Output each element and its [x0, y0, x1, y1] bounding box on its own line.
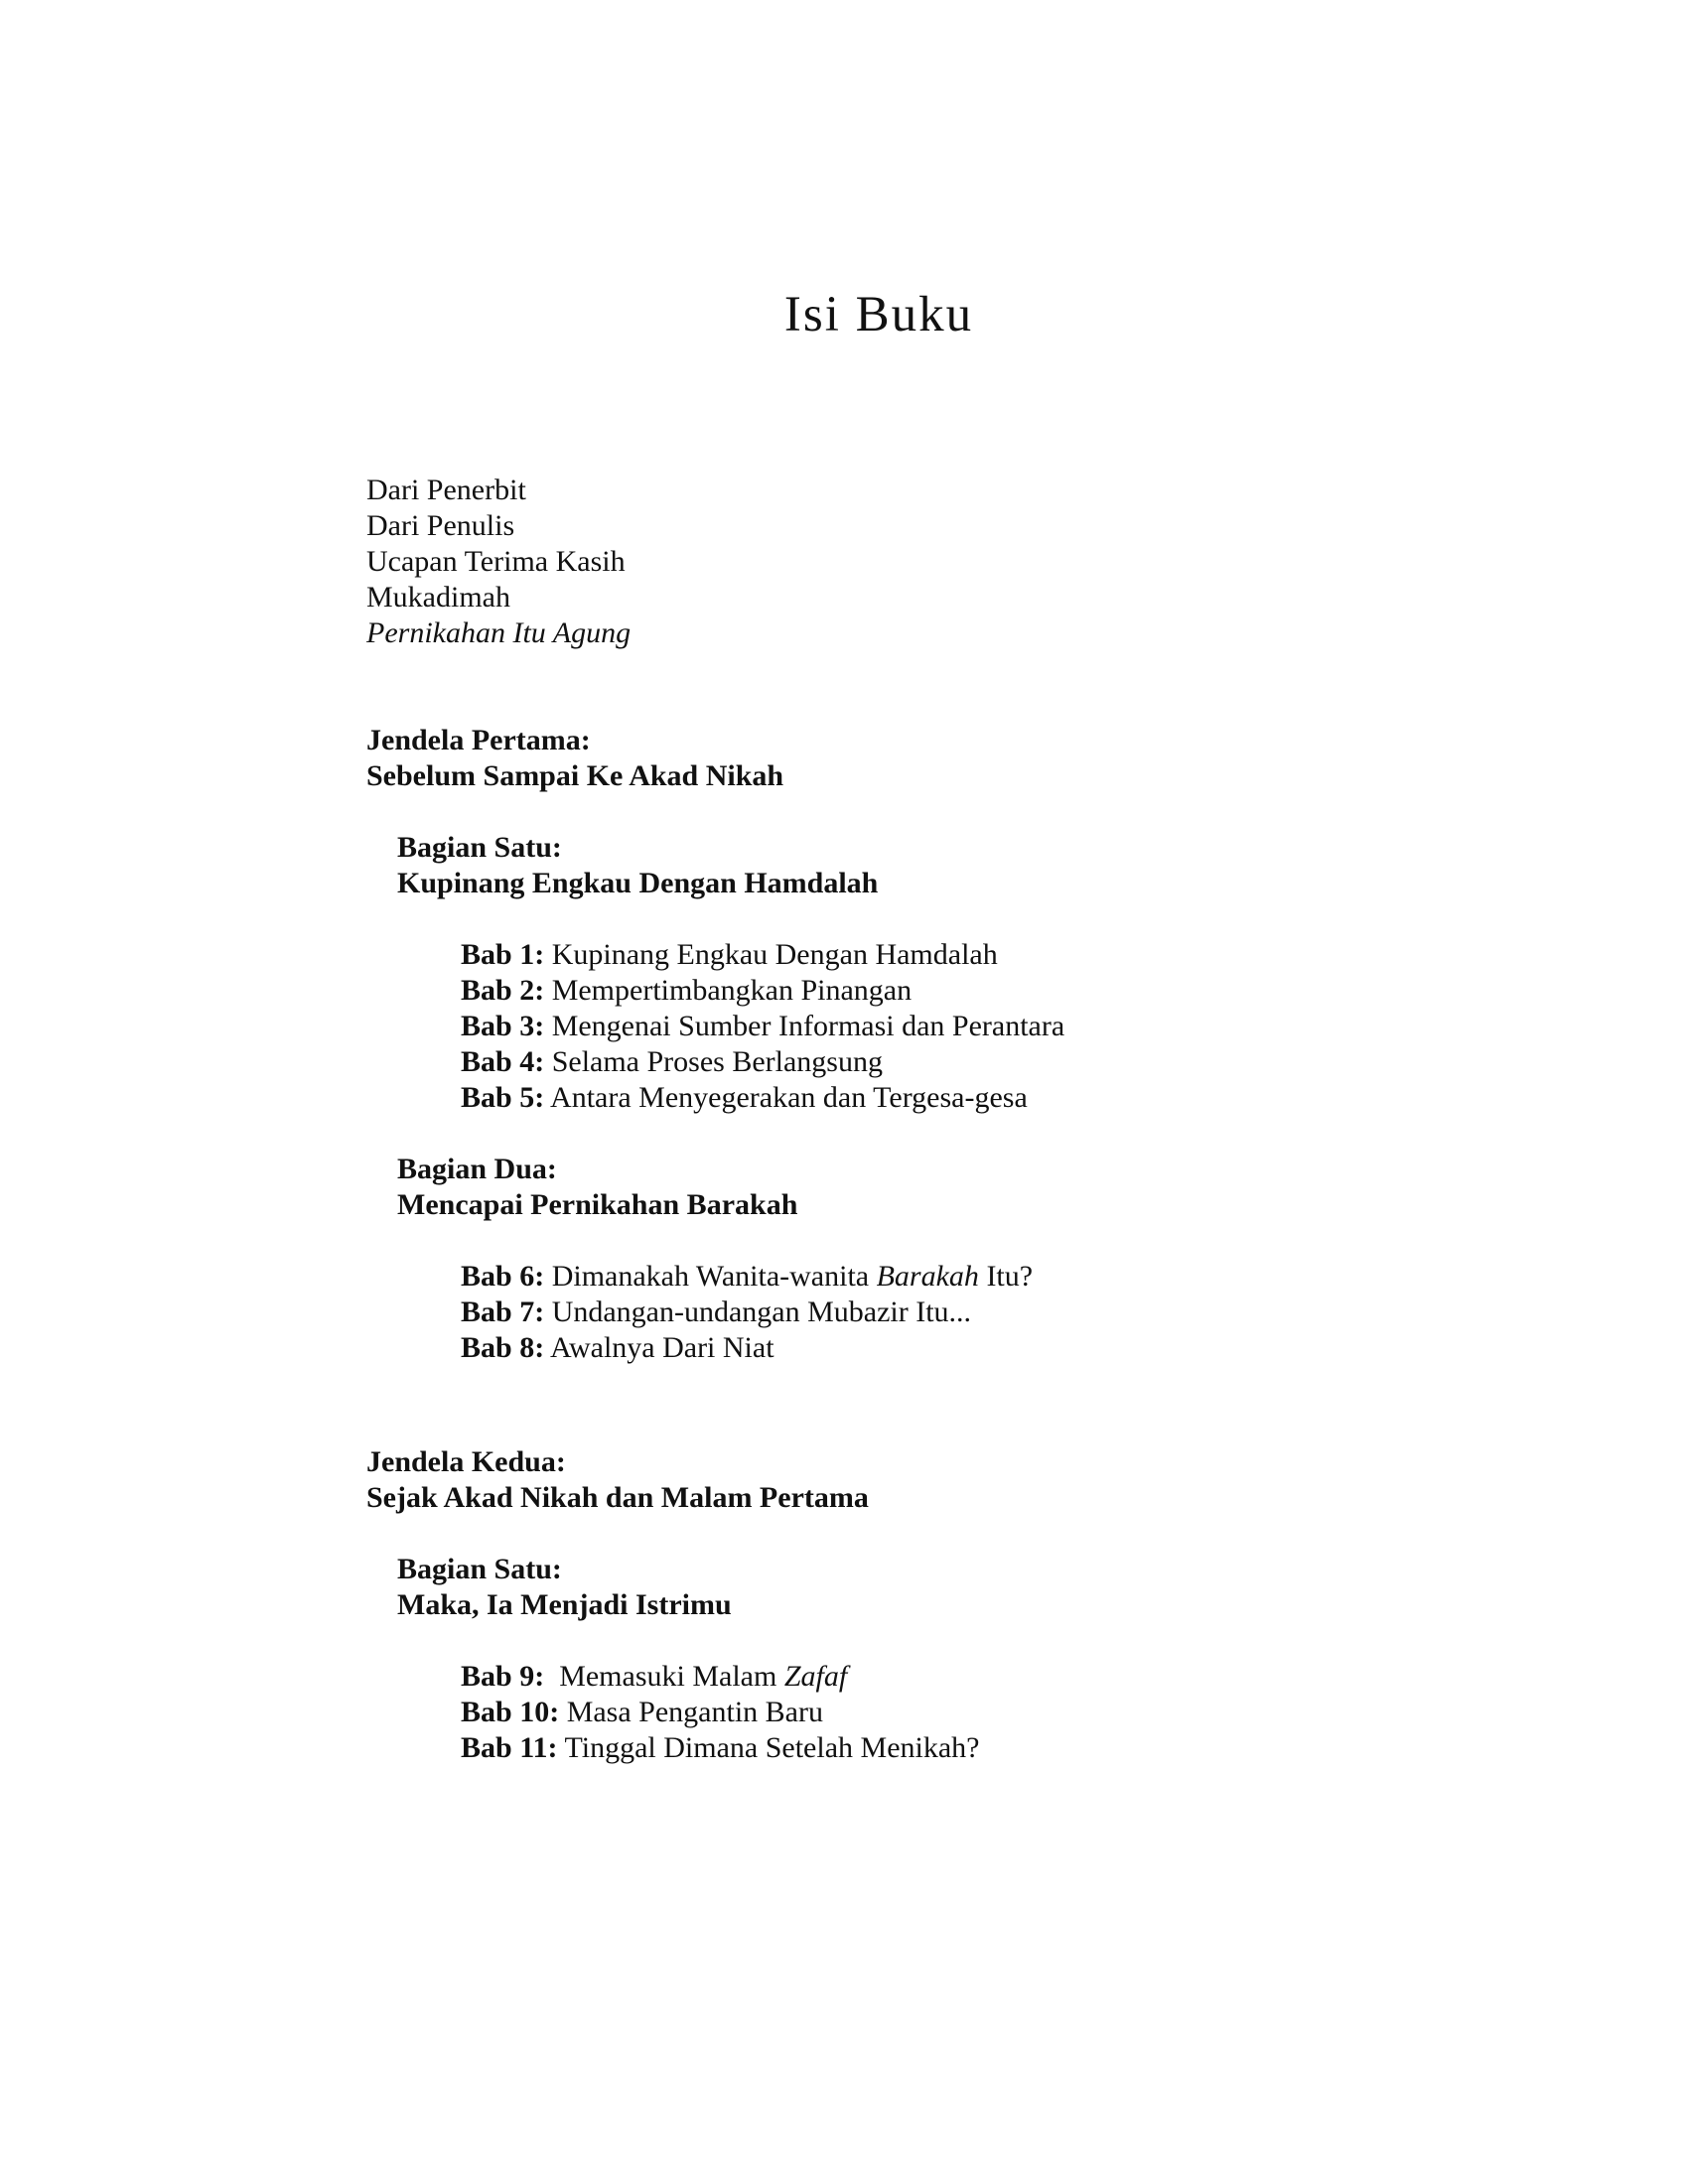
chapter-label: Bab 4: [461, 1045, 545, 1078]
chapter-entry [461, 1009, 1558, 1044]
chapter-title: Mengenai Sumber Informasi dan Perantara [551, 1010, 1065, 1042]
chapter-title-italic: Zafaf [783, 1660, 848, 1693]
chapter-title: Awalnya Dari Niat [550, 1331, 774, 1364]
chapter-label: Bab 2: [461, 974, 545, 1007]
part-section [397, 1152, 1558, 1223]
chapter-label: Bab 6: [461, 1260, 545, 1293]
chapter-label: Bab 9: [461, 1660, 545, 1693]
chapter-title: Masa Pengantin Baru [566, 1696, 823, 1728]
chapter-label: Bab 10: [461, 1696, 560, 1728]
chapter-list [461, 1259, 1558, 1366]
chapter-label: Bab 3: [461, 1010, 545, 1042]
chapter-entry [461, 1695, 1558, 1730]
part-heading: Bagian Satu: [397, 1553, 562, 1585]
table-of-contents [366, 473, 1558, 1766]
part-section [397, 1552, 1558, 1623]
chapter-entry [461, 1080, 1558, 1116]
front-matter-item: Mukadimah [366, 581, 510, 614]
front-matter-item: Dari Penerbit [366, 474, 526, 506]
part-section [397, 830, 1558, 901]
window-heading: Jendela Pertama: [366, 724, 591, 756]
chapter-entry [461, 1259, 1558, 1295]
chapter-entry [461, 1330, 1558, 1366]
window-heading: Jendela Kedua: [366, 1445, 566, 1478]
chapter-entry [461, 937, 1558, 973]
chapter-label: Bab 11: [461, 1731, 558, 1764]
window-subtitle: Sebelum Sampai Ke Akad Nikah [366, 759, 784, 792]
window-subtitle: Sejak Akad Nikah dan Malam Pertama [366, 1481, 869, 1514]
chapter-title-italic: Barakah [876, 1260, 979, 1293]
chapter-title: Dimanakah Wanita-wanita [551, 1260, 877, 1293]
chapter-entry [461, 973, 1558, 1009]
front-matter-item: Pernikahan Itu Agung [366, 616, 632, 649]
part-heading: Bagian Dua: [397, 1153, 557, 1185]
chapter-label: Bab 5: [461, 1081, 545, 1114]
chapter-title: Memasuki Malam [551, 1660, 784, 1693]
chapter-entry [461, 1659, 1558, 1695]
chapter-entry [461, 1730, 1558, 1766]
chapter-label: Bab 7: [461, 1296, 545, 1328]
front-matter-list [366, 473, 1558, 651]
chapter-title: Selama Proses Berlangsung [551, 1045, 883, 1078]
front-matter-item: Ucapan Terima Kasih [366, 545, 626, 578]
chapter-label: Bab 8: [461, 1331, 545, 1364]
chapter-title: Tinggal Dimana Setelah Menikah? [564, 1731, 980, 1764]
chapter-entry [461, 1295, 1558, 1330]
window-section [366, 723, 1558, 1366]
page-title: Isi Buku [783, 287, 974, 342]
part-subtitle: Mencapai Pernikahan Barakah [397, 1188, 798, 1221]
chapter-title: Undangan-undangan Mubazir Itu... [551, 1296, 972, 1328]
chapter-title-suffix: Itu? [978, 1260, 1034, 1293]
chapter-list [461, 937, 1558, 1116]
part-subtitle: Kupinang Engkau Dengan Hamdalah [397, 867, 879, 899]
front-matter-item: Dari Penulis [366, 509, 515, 542]
window-section [366, 1444, 1558, 1766]
part-subtitle: Maka, Ia Menjadi Istrimu [397, 1588, 732, 1621]
chapter-title: Antara Menyegerakan dan Tergesa-gesa [550, 1081, 1028, 1114]
chapter-list [461, 1659, 1558, 1766]
chapter-title: Mempertimbangkan Pinangan [551, 974, 913, 1007]
chapter-entry [461, 1044, 1558, 1080]
chapter-label: Bab 1: [461, 938, 545, 971]
part-heading: Bagian Satu: [397, 831, 562, 864]
chapter-title: Kupinang Engkau Dengan Hamdalah [551, 938, 998, 971]
